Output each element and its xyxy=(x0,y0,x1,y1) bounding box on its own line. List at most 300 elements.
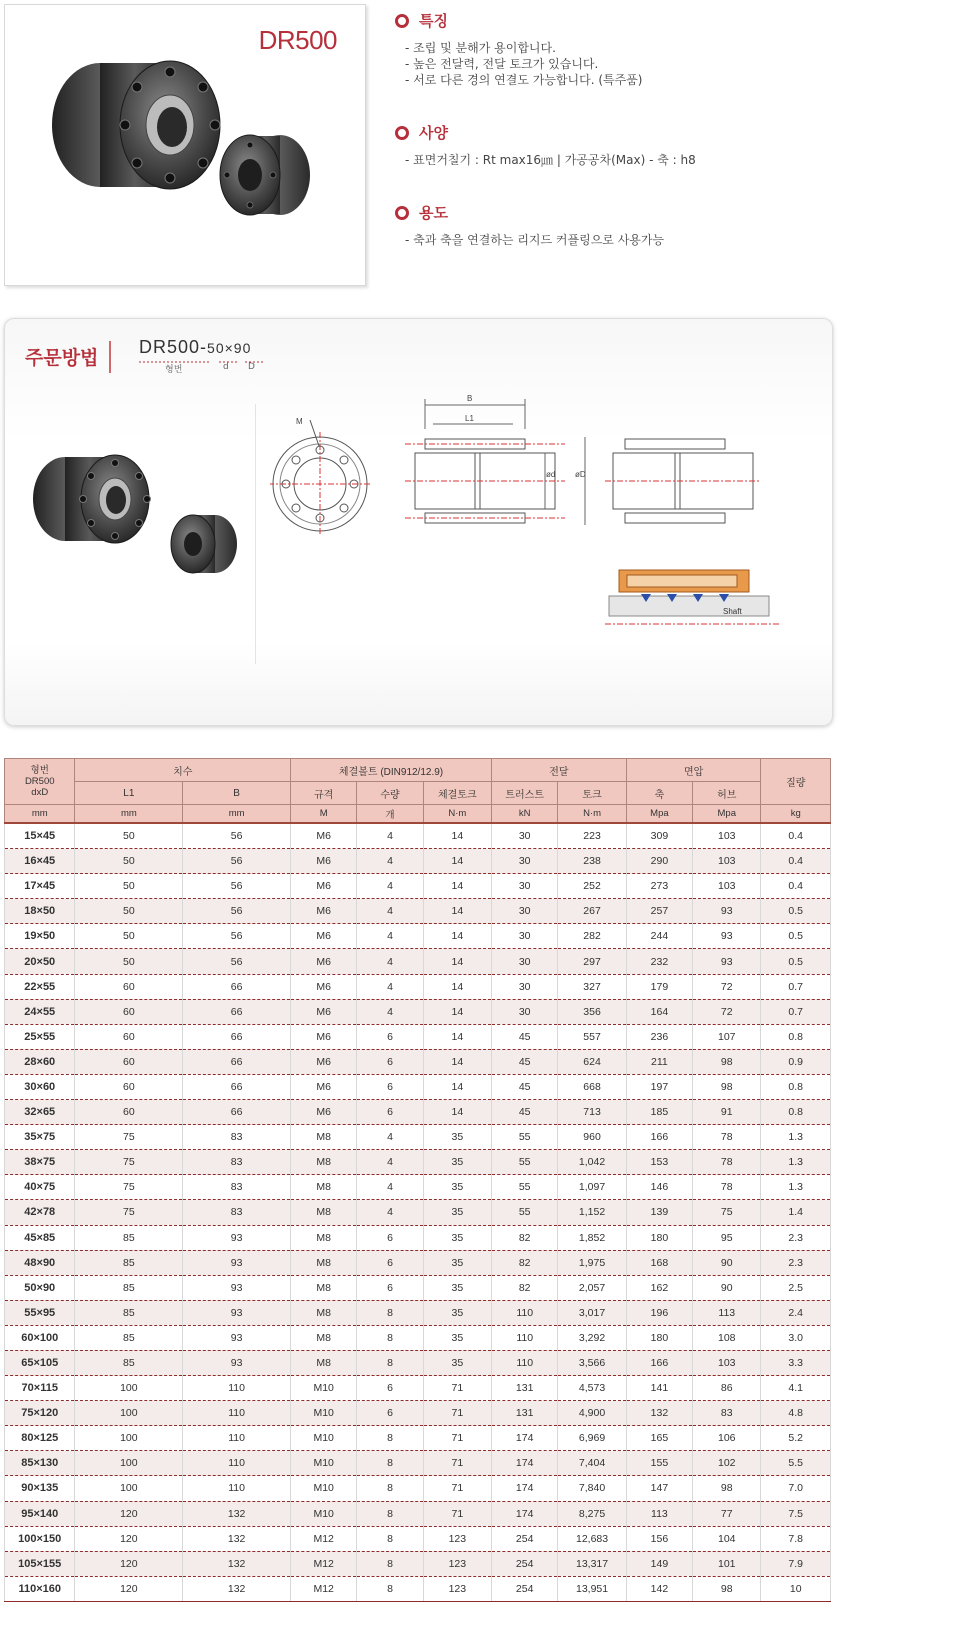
value-cell: 146 xyxy=(626,1175,692,1200)
value-cell: 120 xyxy=(75,1576,183,1601)
value-cell: 120 xyxy=(75,1501,183,1526)
value-cell: 8 xyxy=(357,1426,423,1451)
table-row xyxy=(5,1074,831,1099)
unit-cell: M xyxy=(291,805,357,824)
table-row xyxy=(5,1175,831,1200)
value-cell: M8 xyxy=(291,1275,357,1300)
value-cell: 2.5 xyxy=(761,1275,831,1300)
size-cell: 24×55 xyxy=(5,999,75,1024)
value-cell: 267 xyxy=(558,899,626,924)
value-cell: 56 xyxy=(183,874,291,899)
value-cell: M10 xyxy=(291,1376,357,1401)
value-cell: 82 xyxy=(492,1250,558,1275)
value-cell: 85 xyxy=(75,1300,183,1325)
size-cell: 15×45 xyxy=(5,823,75,849)
value-cell: M6 xyxy=(291,823,357,849)
value-cell: 557 xyxy=(558,1024,626,1049)
value-cell: 254 xyxy=(492,1551,558,1576)
value-cell: 141 xyxy=(626,1376,692,1401)
unit-row xyxy=(5,805,831,824)
value-cell: 13,951 xyxy=(558,1576,626,1601)
th-weight: 질량 xyxy=(761,759,831,805)
value-cell: 132 xyxy=(183,1501,291,1526)
value-cell: 86 xyxy=(693,1376,761,1401)
table-row xyxy=(5,1275,831,1300)
value-cell: 75 xyxy=(693,1200,761,1225)
value-cell: 30 xyxy=(492,823,558,849)
feature-line: - 조립 및 분해가 용이합니다. xyxy=(405,41,556,55)
value-cell: 60 xyxy=(75,999,183,1024)
table-row xyxy=(5,1125,831,1150)
value-cell: 10 xyxy=(761,1576,831,1601)
specs-section xyxy=(395,122,696,168)
value-cell: 6 xyxy=(357,1225,423,1250)
table-row xyxy=(5,1350,831,1375)
table-row xyxy=(5,1426,831,1451)
size-cell: 38×75 xyxy=(5,1150,75,1175)
value-cell: 120 xyxy=(75,1526,183,1551)
size-cell: 30×60 xyxy=(5,1074,75,1099)
value-cell: 4 xyxy=(357,823,423,849)
th-trans: 전달 xyxy=(492,759,627,782)
th-spec: 규격 xyxy=(291,782,357,805)
value-cell: 8 xyxy=(357,1576,423,1601)
value-cell: 35 xyxy=(423,1200,491,1225)
value-cell: 6 xyxy=(357,1275,423,1300)
table-row xyxy=(5,849,831,874)
value-cell: M6 xyxy=(291,924,357,949)
size-cell: 35×75 xyxy=(5,1125,75,1150)
unit-cell: kg xyxy=(761,805,831,824)
value-cell: 3,292 xyxy=(558,1325,626,1350)
value-cell: 14 xyxy=(423,924,491,949)
value-cell: 254 xyxy=(492,1576,558,1601)
value-cell: 75 xyxy=(75,1150,183,1175)
value-cell: 12,683 xyxy=(558,1526,626,1551)
value-cell: M8 xyxy=(291,1350,357,1375)
value-cell: 211 xyxy=(626,1049,692,1074)
value-cell: 14 xyxy=(423,949,491,974)
value-cell: 102 xyxy=(693,1451,761,1476)
value-cell: 1,852 xyxy=(558,1225,626,1250)
value-cell: 103 xyxy=(693,823,761,849)
value-cell: 2,057 xyxy=(558,1275,626,1300)
bullet-icon xyxy=(395,126,409,140)
value-cell: 90 xyxy=(693,1250,761,1275)
label-oD: øD xyxy=(575,470,586,479)
value-cell: 197 xyxy=(626,1074,692,1099)
value-cell: 71 xyxy=(423,1426,491,1451)
value-cell: 4.1 xyxy=(761,1376,831,1401)
value-cell: 168 xyxy=(626,1250,692,1275)
value-cell: 60 xyxy=(75,974,183,999)
vertical-divider xyxy=(255,404,256,664)
value-cell: 83 xyxy=(183,1175,291,1200)
value-cell: 4,900 xyxy=(558,1401,626,1426)
value-cell: 98 xyxy=(693,1576,761,1601)
value-cell: M8 xyxy=(291,1325,357,1350)
value-cell: M6 xyxy=(291,1049,357,1074)
value-cell: 4 xyxy=(357,1150,423,1175)
label-shaft: Shaft xyxy=(723,607,742,616)
value-cell: 85 xyxy=(75,1250,183,1275)
size-cell: 50×90 xyxy=(5,1275,75,1300)
value-cell: 8 xyxy=(357,1526,423,1551)
value-cell: 6 xyxy=(357,1376,423,1401)
value-cell: 185 xyxy=(626,1100,692,1125)
value-cell: 0.4 xyxy=(761,849,831,874)
value-cell: 3,566 xyxy=(558,1350,626,1375)
unit-cell: mm xyxy=(5,805,75,824)
usage-line: - 축과 축을 연결하는 리지드 커플링으로 사용가능 xyxy=(405,233,665,247)
unit-cell: Mpa xyxy=(626,805,692,824)
table-row xyxy=(5,874,831,899)
value-cell: 14 xyxy=(423,999,491,1024)
value-cell: 8 xyxy=(357,1451,423,1476)
value-cell: 6,969 xyxy=(558,1426,626,1451)
value-cell: 93 xyxy=(693,899,761,924)
value-cell: 0.9 xyxy=(761,1049,831,1074)
value-cell: 56 xyxy=(183,924,291,949)
value-cell: 72 xyxy=(693,999,761,1024)
value-cell: 6 xyxy=(357,1250,423,1275)
value-cell: 66 xyxy=(183,1049,291,1074)
value-cell: 131 xyxy=(492,1401,558,1426)
value-cell: 35 xyxy=(423,1275,491,1300)
value-cell: 78 xyxy=(693,1175,761,1200)
value-cell: 103 xyxy=(693,1350,761,1375)
value-cell: 71 xyxy=(423,1451,491,1476)
order-code xyxy=(139,337,251,358)
value-cell: 0.8 xyxy=(761,1100,831,1125)
value-cell: 232 xyxy=(626,949,692,974)
value-cell: 14 xyxy=(423,1100,491,1125)
value-cell: 3,017 xyxy=(558,1300,626,1325)
value-cell: 0.4 xyxy=(761,874,831,899)
value-cell: 110 xyxy=(183,1376,291,1401)
value-cell: 50 xyxy=(75,924,183,949)
usage-title: 용도 xyxy=(419,204,448,222)
assembly-drawing xyxy=(605,429,765,549)
size-cell: 90×135 xyxy=(5,1476,75,1501)
size-cell: 85×130 xyxy=(5,1451,75,1476)
value-cell: 14 xyxy=(423,874,491,899)
value-cell: 0.5 xyxy=(761,924,831,949)
value-cell: 56 xyxy=(183,849,291,874)
value-cell: 238 xyxy=(558,849,626,874)
value-cell: 35 xyxy=(423,1250,491,1275)
value-cell: 35 xyxy=(423,1325,491,1350)
label-l1: L1 xyxy=(465,414,474,423)
value-cell: 4 xyxy=(357,924,423,949)
front-view-drawing xyxy=(270,404,390,544)
size-cell: 17×45 xyxy=(5,874,75,899)
value-cell: 95 xyxy=(693,1225,761,1250)
value-cell: 98 xyxy=(693,1074,761,1099)
value-cell: 35 xyxy=(423,1150,491,1175)
size-cell: 80×125 xyxy=(5,1426,75,1451)
value-cell: 7.9 xyxy=(761,1551,831,1576)
order-label-model: 형번 xyxy=(165,365,183,375)
table-row xyxy=(5,1250,831,1275)
value-cell: 624 xyxy=(558,1049,626,1074)
value-cell: M6 xyxy=(291,999,357,1024)
spec-table-body xyxy=(5,823,831,1601)
unit-cell: N·m xyxy=(423,805,491,824)
value-cell: 668 xyxy=(558,1074,626,1099)
value-cell: 6 xyxy=(357,1024,423,1049)
value-cell: 108 xyxy=(693,1325,761,1350)
value-cell: 50 xyxy=(75,849,183,874)
size-cell: 70×115 xyxy=(5,1376,75,1401)
value-cell: 110 xyxy=(492,1300,558,1325)
value-cell: 75 xyxy=(75,1175,183,1200)
size-cell: 20×50 xyxy=(5,949,75,974)
value-cell: 30 xyxy=(492,874,558,899)
value-cell: 106 xyxy=(693,1426,761,1451)
value-cell: 1.3 xyxy=(761,1175,831,1200)
value-cell: 0.8 xyxy=(761,1024,831,1049)
size-cell: 28×60 xyxy=(5,1049,75,1074)
value-cell: M12 xyxy=(291,1526,357,1551)
value-cell: 78 xyxy=(693,1125,761,1150)
value-cell: 0.8 xyxy=(761,1074,831,1099)
value-cell: 4 xyxy=(357,849,423,874)
th-shaft: 축 xyxy=(626,782,692,805)
value-cell: 0.5 xyxy=(761,949,831,974)
unit-cell: kN xyxy=(492,805,558,824)
value-cell: M10 xyxy=(291,1501,357,1526)
product-photo xyxy=(5,5,365,285)
value-cell: 30 xyxy=(492,849,558,874)
value-cell: 7.0 xyxy=(761,1476,831,1501)
value-cell: 100 xyxy=(75,1476,183,1501)
value-cell: 93 xyxy=(693,924,761,949)
value-cell: 55 xyxy=(492,1150,558,1175)
value-cell: 162 xyxy=(626,1275,692,1300)
value-cell: 56 xyxy=(183,899,291,924)
value-cell: 56 xyxy=(183,823,291,849)
value-cell: 14 xyxy=(423,1024,491,1049)
size-cell: 105×155 xyxy=(5,1551,75,1576)
value-cell: 174 xyxy=(492,1451,558,1476)
value-cell: 60 xyxy=(75,1100,183,1125)
value-cell: M6 xyxy=(291,874,357,899)
features-section xyxy=(395,10,642,88)
value-cell: 75 xyxy=(75,1200,183,1225)
value-cell: 132 xyxy=(183,1576,291,1601)
value-cell: 85 xyxy=(75,1275,183,1300)
product-photo-box xyxy=(4,4,366,286)
size-cell: 48×90 xyxy=(5,1250,75,1275)
table-row xyxy=(5,1325,831,1350)
table-row xyxy=(5,1150,831,1175)
value-cell: M8 xyxy=(291,1225,357,1250)
value-cell: 166 xyxy=(626,1125,692,1150)
value-cell: 8 xyxy=(357,1501,423,1526)
value-cell: 4 xyxy=(357,1200,423,1225)
th-bolt: 체결볼트 (DIN912/12.9) xyxy=(291,759,492,782)
value-cell: 83 xyxy=(183,1150,291,1175)
side-section-drawing xyxy=(405,389,595,559)
order-title: 주문방법 xyxy=(25,347,99,369)
value-cell: M8 xyxy=(291,1175,357,1200)
value-cell: 1.4 xyxy=(761,1200,831,1225)
value-cell: 131 xyxy=(492,1376,558,1401)
value-cell: 30 xyxy=(492,949,558,974)
value-cell: 6 xyxy=(357,1049,423,1074)
table-row xyxy=(5,1501,831,1526)
value-cell: 327 xyxy=(558,974,626,999)
value-cell: 82 xyxy=(492,1275,558,1300)
model-title: DR500 xyxy=(258,25,337,55)
value-cell: 8,275 xyxy=(558,1501,626,1526)
value-cell: 55 xyxy=(492,1200,558,1225)
value-cell: 55 xyxy=(492,1175,558,1200)
usage-section xyxy=(395,202,664,248)
th-qty: 수량 xyxy=(357,782,423,805)
value-cell: 83 xyxy=(183,1200,291,1225)
value-cell: 174 xyxy=(492,1501,558,1526)
order-code-model: DR500- xyxy=(139,337,208,357)
value-cell: 139 xyxy=(626,1200,692,1225)
table-row xyxy=(5,949,831,974)
value-cell: 254 xyxy=(492,1526,558,1551)
value-cell: 164 xyxy=(626,999,692,1024)
th-b: B xyxy=(183,782,291,805)
feature-line: - 서로 다른 경의 연결도 가능합니다. (특주품) xyxy=(405,73,643,87)
value-cell: 1,975 xyxy=(558,1250,626,1275)
value-cell: 2.3 xyxy=(761,1225,831,1250)
unit-cell: 개 xyxy=(357,805,423,824)
table-row xyxy=(5,1476,831,1501)
feature-line: - 높은 전달력, 전달 토크가 있습니다. xyxy=(405,57,599,71)
value-cell: 153 xyxy=(626,1150,692,1175)
th-hub: 허브 xyxy=(693,782,761,805)
value-cell: M10 xyxy=(291,1426,357,1451)
value-cell: 7.5 xyxy=(761,1501,831,1526)
order-underlines xyxy=(139,359,279,365)
value-cell: 100 xyxy=(75,1401,183,1426)
size-cell: 40×75 xyxy=(5,1175,75,1200)
th-torque-bolt: 체결토크 xyxy=(423,782,491,805)
value-cell: 2.3 xyxy=(761,1250,831,1275)
order-label-d: d xyxy=(223,362,229,372)
table-row xyxy=(5,1049,831,1074)
value-cell: 50 xyxy=(75,899,183,924)
value-cell: 132 xyxy=(183,1526,291,1551)
value-cell: 30 xyxy=(492,974,558,999)
value-cell: 3.0 xyxy=(761,1325,831,1350)
value-cell: 75 xyxy=(75,1125,183,1150)
table-row xyxy=(5,1024,831,1049)
value-cell: M10 xyxy=(291,1451,357,1476)
th-l1: L1 xyxy=(75,782,183,805)
value-cell: 100 xyxy=(75,1426,183,1451)
order-method-box xyxy=(4,318,833,726)
size-cell: 95×140 xyxy=(5,1501,75,1526)
value-cell: 110 xyxy=(183,1451,291,1476)
label-b: B xyxy=(467,394,473,403)
th-torque: 토크 xyxy=(558,782,626,805)
value-cell: 252 xyxy=(558,874,626,899)
bullet-icon xyxy=(395,14,409,28)
value-cell: 7,840 xyxy=(558,1476,626,1501)
value-cell: M10 xyxy=(291,1401,357,1426)
value-cell: 60 xyxy=(75,1024,183,1049)
value-cell: 45 xyxy=(492,1100,558,1125)
value-cell: 104 xyxy=(693,1526,761,1551)
value-cell: 2.4 xyxy=(761,1300,831,1325)
table-row xyxy=(5,1576,831,1601)
size-cell: 22×55 xyxy=(5,974,75,999)
table-row xyxy=(5,1225,831,1250)
value-cell: 5.2 xyxy=(761,1426,831,1451)
value-cell: 174 xyxy=(492,1426,558,1451)
value-cell: 91 xyxy=(693,1100,761,1125)
value-cell: 60 xyxy=(75,1074,183,1099)
value-cell: 0.7 xyxy=(761,974,831,999)
value-cell: 1,097 xyxy=(558,1175,626,1200)
value-cell: 50 xyxy=(75,823,183,849)
value-cell: 90 xyxy=(693,1275,761,1300)
value-cell: M12 xyxy=(291,1551,357,1576)
value-cell: 14 xyxy=(423,899,491,924)
value-cell: M8 xyxy=(291,1150,357,1175)
value-cell: 155 xyxy=(626,1451,692,1476)
value-cell: 85 xyxy=(75,1325,183,1350)
value-cell: 93 xyxy=(183,1250,291,1275)
value-cell: 82 xyxy=(492,1225,558,1250)
unit-cell: Mpa xyxy=(693,805,761,824)
value-cell: 196 xyxy=(626,1300,692,1325)
value-cell: 6 xyxy=(357,1100,423,1125)
size-cell: 110×160 xyxy=(5,1576,75,1601)
value-cell: 77 xyxy=(693,1501,761,1526)
value-cell: 71 xyxy=(423,1376,491,1401)
value-cell: 244 xyxy=(626,924,692,949)
value-cell: 223 xyxy=(558,823,626,849)
bullet-icon xyxy=(395,206,409,220)
value-cell: 4 xyxy=(357,999,423,1024)
value-cell: 1,042 xyxy=(558,1150,626,1175)
value-cell: 56 xyxy=(183,949,291,974)
value-cell: 110 xyxy=(492,1325,558,1350)
value-cell: 66 xyxy=(183,974,291,999)
value-cell: 100 xyxy=(75,1376,183,1401)
value-cell: 110 xyxy=(183,1476,291,1501)
value-cell: 0.4 xyxy=(761,823,831,849)
order-label-D: D xyxy=(248,362,255,372)
value-cell: 71 xyxy=(423,1476,491,1501)
th-press: 면압 xyxy=(626,759,761,782)
value-cell: 110 xyxy=(492,1350,558,1375)
value-cell: 30 xyxy=(492,924,558,949)
size-cell: 18×50 xyxy=(5,899,75,924)
value-cell: 113 xyxy=(693,1300,761,1325)
size-cell: 19×50 xyxy=(5,924,75,949)
value-cell: 93 xyxy=(693,949,761,974)
size-cell: 60×100 xyxy=(5,1325,75,1350)
value-cell: 110 xyxy=(183,1401,291,1426)
table-row xyxy=(5,1300,831,1325)
th-model-line3: dxD xyxy=(31,787,49,798)
value-cell: 6 xyxy=(357,1074,423,1099)
table-row xyxy=(5,1100,831,1125)
value-cell: 35 xyxy=(423,1225,491,1250)
specs-title: 사양 xyxy=(419,124,448,142)
th-thrust: 트러스트 xyxy=(492,782,558,805)
